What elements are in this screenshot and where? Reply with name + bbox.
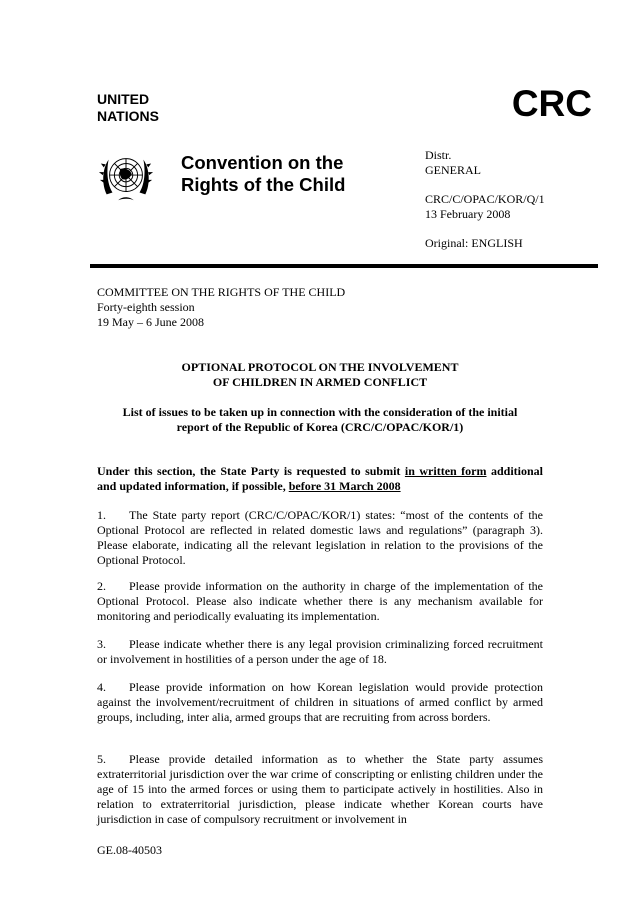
document-symbol-short: CRC xyxy=(511,83,592,124)
distr-label: Distr. xyxy=(425,148,452,162)
issues-title-line1: List of issues to be taken up in connection with the consideration of the initial xyxy=(122,405,518,419)
issues-title xyxy=(97,405,543,435)
convention-title-line2: Rights of the Child xyxy=(181,174,346,195)
committee-session: Forty-eighth session xyxy=(97,300,195,314)
paragraph-number: 2. xyxy=(97,579,106,593)
issues-title-line2: report of the Republic of Korea (CRC/C/OPAC/KOR/1) xyxy=(176,420,464,434)
un-emblem-icon xyxy=(97,148,155,206)
doc-date: 13 February 2008 xyxy=(425,207,511,221)
header-divider xyxy=(90,264,598,268)
paragraph-text: Please provide information on how Korean legislation would provide protection against the involvement/recruitment of children in situations of armed conflict by armed groups, including, inter alia, armed groups that are recruiting from across borders. xyxy=(97,680,543,724)
paragraph-text: Please provide detailed information as to whether the State party assumes extraterritorial jurisdiction over the war crime of conscripting or enlisting children under the age of 15 into the armed forces or using them to participate actively in hostilities. Also in relation to extraterritorial jurisdiction, please indicate whether Korean courts have jurisdiction in case of compulsory recruitment or involvement in xyxy=(97,752,543,826)
paragraph-number: 4. xyxy=(97,680,106,694)
org-name-line2: NATIONS xyxy=(97,108,159,124)
paragraph-number: 5. xyxy=(97,752,106,766)
paragraph-5 xyxy=(97,752,543,827)
paragraph-2 xyxy=(97,579,543,624)
protocol-title-line1: OPTIONAL PROTOCOL ON THE INVOLVEMENT xyxy=(181,360,459,374)
protocol-title xyxy=(97,360,543,390)
paragraph-text: Please provide information on the authority in charge of the implementation of the Optional Protocol. Please also indicate whether there is any mechanism available for monitoring and periodically evaluating its implementation. xyxy=(97,579,543,623)
distr-general: GENERAL xyxy=(425,163,481,177)
request-text-part1: Under this section, the State Party is requested to submit xyxy=(97,464,405,478)
committee-name: COMMITTEE ON THE RIGHTS OF THE CHILD xyxy=(97,285,346,299)
request-underline-deadline: before 31 March 2008 xyxy=(288,479,401,493)
committee-dates: 19 May – 6 June 2008 xyxy=(97,315,204,329)
paragraph-number: 3. xyxy=(97,637,106,651)
paragraph-4 xyxy=(97,680,543,725)
org-name xyxy=(97,91,159,125)
paragraph-text: Please indicate whether there is any legal provision criminalizing forced recruitment or involvement in hostilities of a person under the age of 18. xyxy=(97,637,543,666)
committee-block xyxy=(97,285,345,330)
org-name-line1: UNITED xyxy=(97,91,150,107)
convention-title-line1: Convention on the xyxy=(181,152,344,173)
distribution-block xyxy=(425,148,545,251)
protocol-title-line2: OF CHILDREN IN ARMED CONFLICT xyxy=(212,375,428,389)
request-underline-written-form: in written form xyxy=(404,464,487,478)
doc-original-language: Original: ENGLISH xyxy=(425,236,523,250)
paragraph-1 xyxy=(97,508,543,568)
doc-symbol: CRC/C/OPAC/KOR/Q/1 xyxy=(425,192,545,206)
paragraph-text: The State party report (CRC/C/OPAC/KOR/1) states: “most of the contents of the Optional Protocol are reflected in related domestic laws and regulations” (paragraph 3). Please elaborate, indicating all the relevant legislation in relation to the provisions of the Optional Protocol. xyxy=(97,508,543,567)
paragraph-number: 1. xyxy=(97,508,106,522)
paragraph-3 xyxy=(97,637,543,667)
submission-request xyxy=(97,464,543,494)
request-text-part2: additional and updated information, if possible, xyxy=(97,464,543,493)
job-number: GE.08-40503 xyxy=(97,843,162,857)
convention-title xyxy=(181,152,345,196)
